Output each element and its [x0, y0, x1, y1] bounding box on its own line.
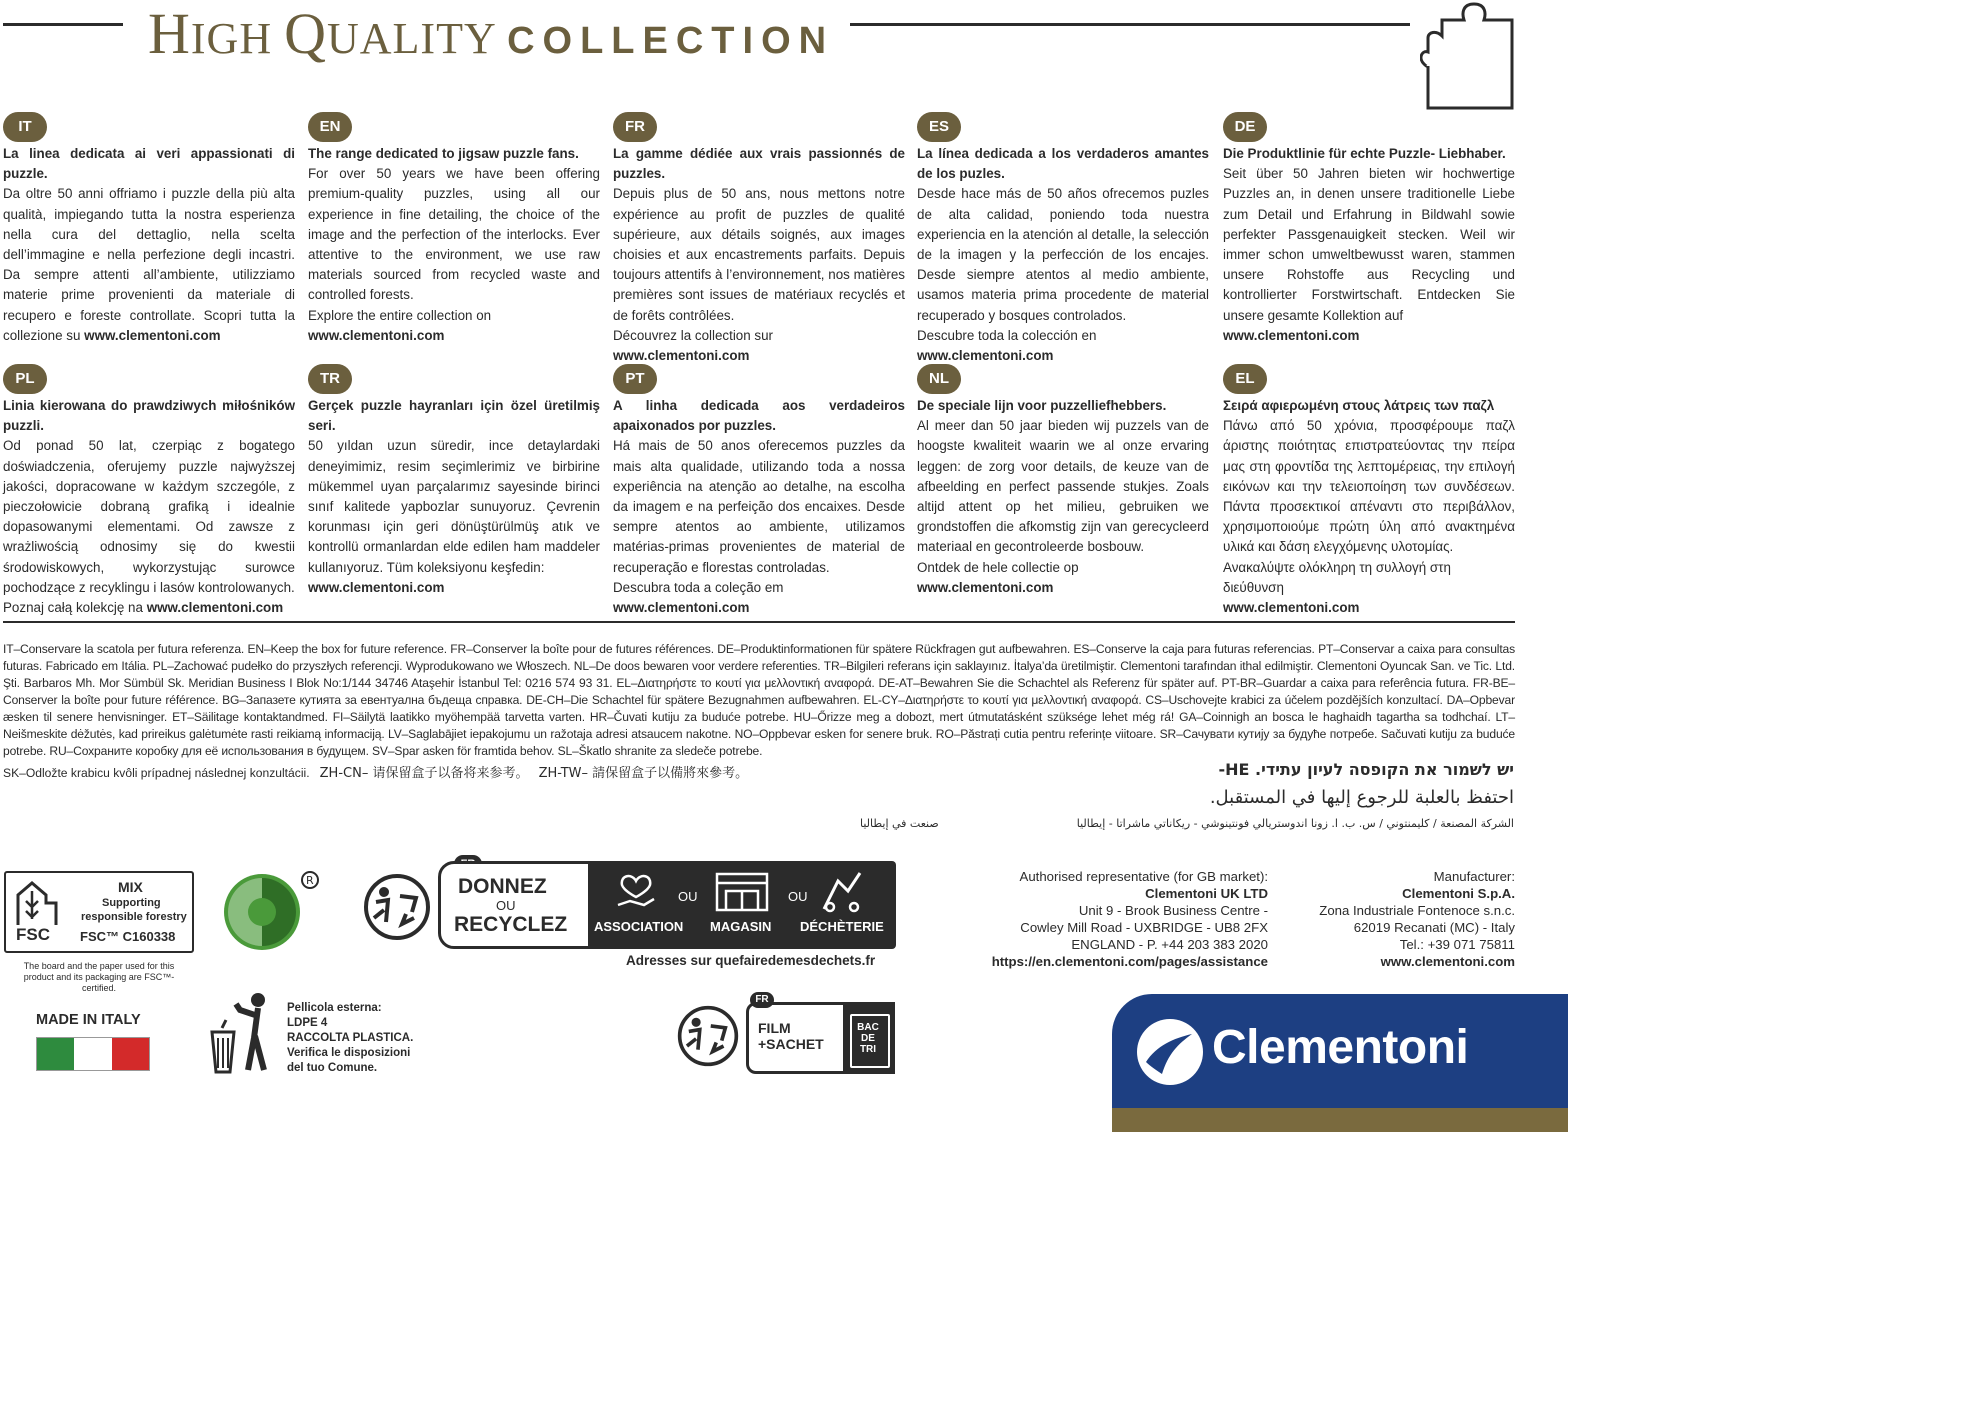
lang-badge: ES	[917, 112, 961, 142]
store-icon	[714, 871, 770, 913]
legal-zh-tw: ZH-TW– 請保留盒子以備將來參考。	[538, 766, 749, 781]
header-rule-left	[3, 23, 123, 26]
bac-label: BAC DE TRI	[857, 1022, 879, 1055]
fsc-mix: MIX	[118, 879, 143, 895]
triman-donnez: DONNEZ	[458, 875, 547, 898]
lang-body: Há mais de 50 anos oferecemos puzzles da mais alta qualidade, utilizando toda a nossa experiência na atenção ao detalhe, na escolha da imagem e na perfeição dos encaixes. Desde sempre atentos ao ambiente, utilizamos matérias-primas provenientes de material de recuperação e florestas controladas.	[613, 438, 905, 575]
italy-flag-icon	[36, 1037, 150, 1071]
lang-footer	[308, 578, 600, 598]
lang-heading: Σειρά αφιερωμένη στους λάτρεις των παζλ	[1223, 398, 1495, 413]
authorised-representative: Authorised representative (for GB market): Clementoni UK LTD Unit 9 - Brook Business Centre - Cowley Mill Road - UXBRIDGE - UB8 2FX ENGLAND - P. +44 203 383 2020 https://en.clementoni.com/pages/assistance	[991, 869, 1268, 969]
lang-body: For over 50 years we have been offering premium-quality puzzles, using all our experience in fine detailing, the choice of the image and the perfection of the interlocks. Ever attentive to the environment, we use raw materials sourced from recycled waste and controlled forests.	[308, 166, 600, 303]
lang-badge: PL	[3, 364, 47, 394]
lang-body: Da oltre 50 anni offriamo i puzzle della più alta qualità, impiegando tutta la nostra esperienza nella cura del dettaglio, nella scelta dell’immagine e nella perfezione degli incastri. Da sempre attenti all’ambiente, utilizziamo materie prime provenienti da materiale di recupero e foreste controllate. Scopri tutta la collezione su www.clementoni.com	[3, 186, 295, 343]
puzzle-piece-icon	[1420, 0, 1520, 116]
lang-footer: Poznaj całą kolekcję na www.clementoni.com	[3, 600, 284, 616]
fsc-logo	[4, 871, 194, 953]
lang-body: Πάνω από 50 χρόνια, προσφέρουμε παζλ άριστης ποιότητας επιστρατεύοντας την πείρα μας στη φροντίδα της λεπτομέρειας, την επιλογή εικόνων και την τελειοποίηση των συνδέσεων. Πάντα προσεκτικοί απέναντι στο περιβάλλον, χρησιμοποιούμε πρώτη ύλη από ανακτημένα υλικά και δάση ελεγχόμενης υλοτομίας.	[1223, 418, 1515, 555]
section-divider	[3, 621, 1515, 623]
lang-footer: Descubra toda a coleção em www.clementoni.com	[613, 579, 784, 616]
lang-body: 50 yıldan uzun süredir, ince detaylardaki deneyimimiz, resim seçimlerimiz ve birbirine mükemmel uyan parçalarımız sayesinde birinci sınıf kalitede yapbozlar sunuyoruz. Çevrenin korunması için geri dönüştürülmüş atık ve kontrollü ormanlardan elde edilen ham maddeler kullanıyoruz. Tüm koleksiyonu keşfedin:	[308, 438, 600, 575]
clementoni-logo-panel	[1112, 994, 1568, 1132]
association-icon	[614, 871, 658, 911]
lang-badge: EN	[308, 112, 352, 142]
lang-badge: DE	[1223, 112, 1267, 142]
legal-he: יש לשמור את הקופסה לעיון עתידי. HE-	[1218, 760, 1514, 779]
lang-block-en	[308, 112, 600, 346]
manufacturer-info: Manufacturer: Clementoni S.p.A. Zona Industriale Fontenoce s.n.c. 62019 Recanati (MC) - Italy Tel.: +39 071 75811 www.clementoni.com	[1319, 869, 1515, 969]
fsc-note: The board and the paper used for this product and its packaging are FSC™-certified.	[23, 961, 175, 993]
page-title: HIGH QUALITY COLLECTION	[148, 1, 835, 66]
svg-text:R: R	[306, 874, 314, 887]
lang-heading: La gamme dédiée aux vrais passionnés de puzzles.	[613, 146, 905, 182]
website-link[interactable]: www.clementoni.com	[146, 600, 284, 616]
bin-person-icon	[208, 990, 278, 1074]
triman-ou: OU	[496, 898, 516, 913]
manufacturer-ar: الشركة المصنعة / كليمنتوني / س. ب. ا. زونا اندوستريالي فونتينوشي - ريكاناتي ماشراتا - إيطاليا	[1076, 817, 1514, 830]
lang-block-el	[1223, 364, 1515, 618]
lang-badge: FR	[613, 112, 657, 142]
triman-info-block	[438, 855, 896, 945]
fsc-label: FSC	[16, 925, 50, 944]
website-link[interactable]: www.clementoni.com	[917, 348, 1054, 364]
fsc-tree-icon	[12, 879, 68, 929]
pellicola-info: Pellicola esterna: LDPE 4 RACCOLTA PLASTICA. Verifica le disposizioni del tuo Comune.	[287, 1002, 414, 1074]
triman-ou-3: OU	[788, 889, 808, 904]
website-link[interactable]: www.clementoni.com	[84, 327, 221, 343]
made-in-italy-label: MADE IN ITALY	[36, 1012, 141, 1028]
legal-notice: IT–Conservare la scatola per futura referenza. EN–Keep the box for future reference. FR–Conserver la boîte pour de futures références. DE–Produktinformationen für spätere Rückfragen gut aufbewahren. ES–Conserve la caja para futuras referencias. PT–Conservar a caixa para consultas futuras. Fabricado em Itália. PL–Zachować pudełko do przyszłych referencji. Wyprodukowano we Włoszech. NL–De doos bewaren voor verdere referenties. TR–Bilgileri referans için saklayınız. İtalya’da üretilmiştir. Clementoni tarafından ithal edilmiştir. Clementoni Oyuncak San. ve Tic. Ltd. Şti. Barbaros Mh. Mor Sümbül Sk. Meridian Business I Blok No:1/144 34746 Ataşehir İstanbul Tel: 0216 574 93 31. EL–Διατηρήστε το κουτί για μελλοντική αναφορά. DE-AT–Bewahren Sie die Schachtel als Referenz für später auf. PT-BR–Guardar a caixa para referência futura. FR-BE–Conserver la boîte pour future référence. BG–Запазете кутията за евентуална бъдеща справка. DE-CH–Die Schachtel für spätere Bezugnahmen aufbewahren. EL-CY–Διατηρήστε το κουτί για μελλοντική αναφορά. CS–Uschovejte krabici za účelem pozdějších konzultací. DA–Opbevar æsken til senere henvisninger. ET–Säilitage kontaktandmed. FI–Säilytä laatikko myöhempää tarvetta varten. HR–Čuvati kutiju za buduće potrebe. HU–Őrizze meg a dobozt, mert útmutatásként szüksége lehet még rá! GA–Coinnigh an bosca le haghaidh tagartha sa todhchaí. LT–Neišmeskite dėžutės, kad prireikus galėtumėte rasti reikiamą informaciją. LV–Saglabājiet iepakojumu un ražotaja adresi atsaucem nakotne. NO–Oppbevar esken for senere bruk. RO–Păstrați cutia pentru referințe viitoare. SR–Сачувати кутију за будуће потребе. Sačuvati kutiju za buduće potrebe. RU–Сохраните коробку для её использования в будущем. SV–Spar asken för framtida behov. SL–Škatlo shranite za sledeče potrebe.	[3, 642, 1515, 758]
triman-icon-small	[676, 1004, 740, 1068]
lang-heading: A linha dedicada aos verdadeiros apaixonados por puzzles.	[613, 398, 905, 434]
lang-badge: NL	[917, 364, 961, 394]
film-label: FILM	[758, 1020, 791, 1036]
assistance-link[interactable]: https://en.clementoni.com/pages/assistance	[991, 954, 1268, 969]
website-link[interactable]: www.clementoni.com	[613, 600, 750, 616]
lang-footer	[1223, 326, 1515, 346]
lang-block-de	[1223, 112, 1515, 346]
lang-block-fr	[613, 112, 905, 366]
website-link[interactable]: www.clementoni.com	[308, 579, 445, 595]
legal-ar: احتفظ بالعلبة للرجوع إليها في المستقبل.	[1209, 787, 1514, 808]
lang-badge: EL	[1223, 364, 1267, 394]
lang-footer: Découvrez la collection sur www.clementoni.com	[613, 327, 774, 364]
lang-footer: Descubre toda la colección en www.clementoni.com	[917, 327, 1097, 364]
lang-body: Al meer dan 50 jaar bieden wij puzzels van de hoogste kwaliteit waarin we al onze ervaring leggen: de zorg voor details, de keuze van de afbeelding en perfect passende stukjes. Zoals altijd attent op het milieu, gebruiken we grondstoffen die afkomstig zijn van gerecycleerd materiaal en gecontroleerde bosbouw.	[917, 418, 1209, 555]
lang-body: Od ponad 50 lat, czerpiąc z bogatego doświadczenia, oferujemy puzzle najwyższej jakości, dopracowane w każdym szczególe, z pieczołowicie dobraną grafiką i idealnie dopasowanymi elementami. Od zawsze z wrażliwością odnosimy się do kwestii środowiskowych, wykorzystując surowce pochodzące z recyklingu i lasów kontrolowanych.	[3, 438, 295, 595]
lang-footer: Ontdek de hele collectie op www.clementoni.com	[917, 559, 1079, 595]
lang-badge: IT	[3, 112, 47, 142]
lang-block-pl	[3, 364, 295, 618]
fsc-code: FSC™ C160338	[80, 929, 176, 944]
green-dot-icon	[218, 868, 322, 952]
lang-block-it	[3, 112, 295, 346]
lang-heading: Gerçek puzzle hayranları için özel üretilmiş seri.	[308, 398, 600, 434]
film-sachet-block	[746, 992, 896, 1072]
website-link[interactable]: www.clementoni.com	[917, 579, 1054, 595]
lang-heading: De speciale lijn voor puzzelliefhebbers.	[917, 398, 1167, 413]
triman-magasin: MAGASIN	[710, 919, 772, 934]
lang-heading: The range dedicated to jigsaw puzzle fans.	[308, 146, 579, 161]
made-in-italy-ar: صنعت في إيطاليا	[860, 817, 939, 830]
legal-zh-cn: ZH-CN– 请保留盒子以备将来参考。	[319, 766, 529, 781]
lang-heading: Die Produktlinie für echte Puzzle- Liebhaber.	[1223, 146, 1506, 161]
website-link[interactable]: www.clementoni.com	[1223, 327, 1360, 343]
lang-block-nl	[917, 364, 1209, 598]
film-fr-badge: FR	[750, 992, 774, 1008]
triman-association: ASSOCIATION	[594, 919, 684, 934]
website-link[interactable]: www.clementoni.com	[1223, 600, 1360, 616]
triman-ou-2: OU	[678, 889, 698, 904]
brand-name: Clementoni	[1212, 1021, 1469, 1074]
website-link[interactable]: www.clementoni.com	[308, 327, 445, 343]
lang-block-es	[917, 112, 1209, 366]
sachet-label: +SACHET	[758, 1036, 824, 1052]
website-link[interactable]: www.clementoni.com	[613, 348, 750, 364]
lang-footer: Ανακαλύψτε ολόκληρη τη συλλογή στη διεύθυνση www.clementoni.com	[1223, 559, 1451, 616]
lang-badge: TR	[308, 364, 352, 394]
legal-notice-sk: SK–Odložte krabicu kvôli prípadnej následnej konzultácii. ZH-CN– 请保留盒子以备将来参考。 ZH-TW– 請保留盒子以備將來參考。	[3, 766, 749, 781]
lang-heading: La linea dedicata ai veri appassionati di puzzle.	[3, 146, 295, 182]
lang-badge: PT	[613, 364, 657, 394]
clementoni-logo-icon	[1134, 1016, 1206, 1088]
manufacturer-website-link[interactable]: www.clementoni.com	[1380, 954, 1515, 969]
lang-heading: Linia kierowana do prawdziwych miłośników puzzli.	[3, 398, 295, 434]
header-rule-right	[850, 23, 1410, 26]
fsc-forestry: responsible forestry	[81, 911, 187, 923]
lang-body: Seit über 50 Jahren bieten wir hochwertige Puzzles an, in denen unsere traditionelle Liebe zum Detail und Erfahrung in Bildwahl sowie perfekter Passgenauigkeit stecken. Weil wir immer schon umweltbewusst waren, stammen unsere Rohstoffe aus Recycling und kontrollierter Forstwirtschaft. Entdecken Sie unsere gesamte Kollektion auf	[1223, 166, 1515, 323]
lang-footer: Explore the entire collection on www.clementoni.com	[308, 307, 492, 343]
lang-body: Desde hace más de 50 años ofrecemos puzles de alta calidad, poniendo toda nuestra experiencia en la atención al detalle, la selección de la imagen y la perfección de los encajes. Desde siempre atentos al medio ambiente, usamos materia prima procedente de material recuperado y bosques controlados.	[917, 186, 1209, 323]
recycling-center-icon	[818, 867, 866, 915]
triman-adresses[interactable]: Adresses sur quefairedemesdechets.fr	[626, 953, 876, 968]
lang-body: Depuis plus de 50 ans, nous mettons notre expérience au profit de puzzles de qualité supérieure, aux détails soignés, aux images choisies et aux encastrements parfaits. Depuis toujours attentifs à l’environnement, nos matières premières sont issues de matériaux recyclés et de forêts contrôlées.	[613, 186, 905, 323]
lang-block-pt	[613, 364, 905, 618]
lang-block-tr	[308, 364, 600, 598]
triman-recyclez: RECYCLEZ	[454, 913, 568, 936]
triman-icon	[362, 872, 432, 942]
triman-decheterie: DÉCHÈTERIE	[800, 919, 884, 934]
lang-heading: La línea dedicada a los verdaderos amantes de los puzles.	[917, 146, 1209, 182]
fsc-supporting: Supporting	[102, 897, 161, 909]
